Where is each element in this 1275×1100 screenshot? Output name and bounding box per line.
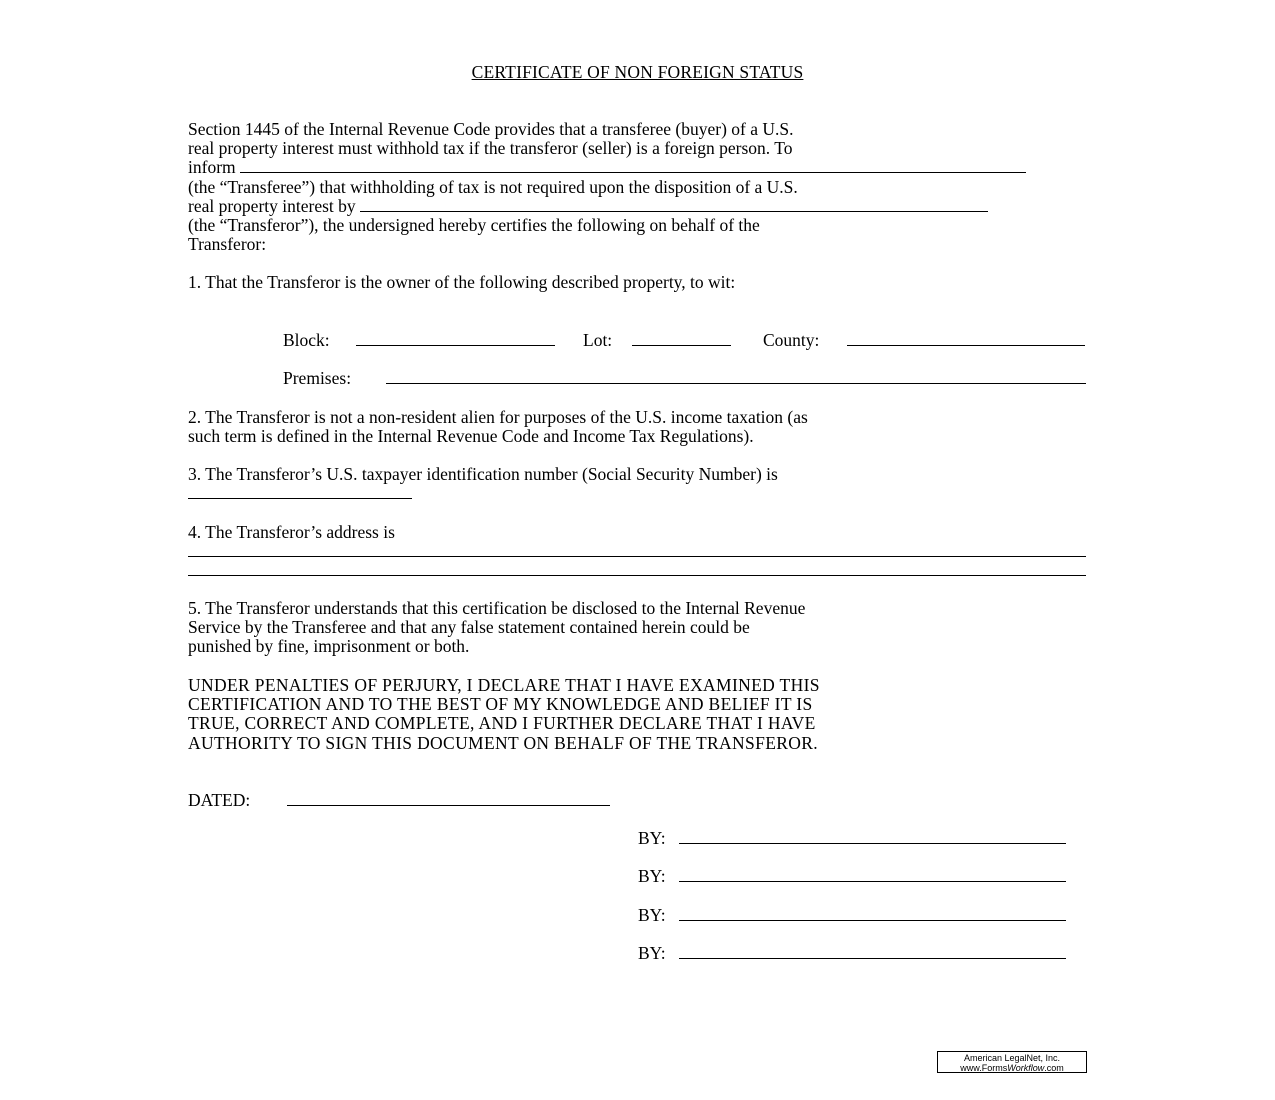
lot-field[interactable] <box>632 345 731 346</box>
premises-label: Premises: <box>283 368 352 388</box>
declaration-line: UNDER PENALTIES OF PERJURY, I DECLARE THAT I HAVE EXAMINED THIS <box>188 675 820 695</box>
interest-by-label: real property interest by <box>188 195 356 216</box>
address-field-line-1[interactable] <box>188 556 1086 557</box>
by-label: BY: <box>638 866 666 886</box>
block-field[interactable] <box>356 345 555 346</box>
intro-line: Transferor: <box>188 234 267 255</box>
stamp-website-prefix: www.Forms <box>960 1063 1008 1073</box>
address-field-line-2[interactable] <box>188 575 1086 576</box>
ssn-field[interactable] <box>188 498 412 499</box>
by-label: BY: <box>638 828 666 848</box>
item-5-line: Service by the Transferee and that any false statement contained herein could be <box>188 617 750 638</box>
transferee-name-field[interactable] <box>240 158 1026 173</box>
dated-field[interactable] <box>287 805 610 806</box>
document-title: CERTIFICATE OF NON FOREIGN STATUS <box>471 62 804 82</box>
county-label: County: <box>763 330 820 350</box>
item-5-text <box>188 599 1088 657</box>
stamp-website <box>938 1063 1086 1073</box>
item-4-text: 4. The Transferor’s address is <box>188 522 395 542</box>
intro-line: Section 1445 of the Internal Revenue Code provides that a transferee (buyer) of a U.S. <box>188 119 794 139</box>
lot-label: Lot: <box>583 330 613 350</box>
declaration-line: TRUE, CORRECT AND COMPLETE, AND I FURTHER DECLARE THAT I HAVE <box>188 713 816 734</box>
item-5-line: 5. The Transferor understands that this certification be disclosed to the Internal Revenue <box>188 598 806 618</box>
signature-field-2[interactable] <box>679 881 1066 882</box>
dated-label: DATED: <box>188 790 251 810</box>
item-3-text: 3. The Transferor’s U.S. taxpayer identification number (Social Security Number) is <box>188 464 778 484</box>
item-2-text <box>188 408 1088 446</box>
perjury-declaration <box>188 676 820 753</box>
item-5-line: punished by fine, imprisonment or both. <box>188 636 470 657</box>
by-label: BY: <box>638 943 666 963</box>
intro-line-interest <box>188 197 1088 216</box>
signature-field-4[interactable] <box>679 958 1066 959</box>
block-label: Block: <box>283 330 330 350</box>
publisher-stamp <box>937 1051 1087 1073</box>
premises-field[interactable] <box>386 383 1086 384</box>
item-2-line: such term is defined in the Internal Revenue Code and Income Tax Regulations). <box>188 426 754 447</box>
intro-line: (the “Transferee”) that withholding of tax is not required upon the disposition of a U.S. <box>188 176 798 197</box>
declaration-line: CERTIFICATION AND TO THE BEST OF MY KNOWLEDGE AND BELIEF IT IS <box>188 694 813 715</box>
item-2-line: 2. The Transferor is not a non-resident alien for purposes of the U.S. income taxation (as <box>188 407 808 427</box>
signature-field-3[interactable] <box>679 920 1066 921</box>
inform-label: inform <box>188 157 236 178</box>
declaration-line: AUTHORITY TO SIGN THIS DOCUMENT ON BEHALF OF THE TRANSFEROR. <box>188 732 818 753</box>
county-field[interactable] <box>847 345 1085 346</box>
intro-line: real property interest must withhold tax if the transferor (seller) is a foreign person. To <box>188 138 793 159</box>
stamp-website-suffix: .com <box>1044 1063 1064 1073</box>
intro-line-inform <box>188 158 1088 177</box>
intro-paragraph <box>188 120 1088 254</box>
transferor-name-field[interactable] <box>360 197 988 212</box>
intro-line: (the “Transferor”), the undersigned hereby certifies the following on behalf of the <box>188 214 760 235</box>
signature-field-1[interactable] <box>679 843 1066 844</box>
item-1-text: 1. That the Transferor is the owner of the following described property, to wit: <box>188 272 736 292</box>
by-label: BY: <box>638 905 666 925</box>
stamp-company: American LegalNet, Inc. <box>963 1053 1061 1063</box>
stamp-website-em: Workflow <box>1007 1063 1045 1073</box>
